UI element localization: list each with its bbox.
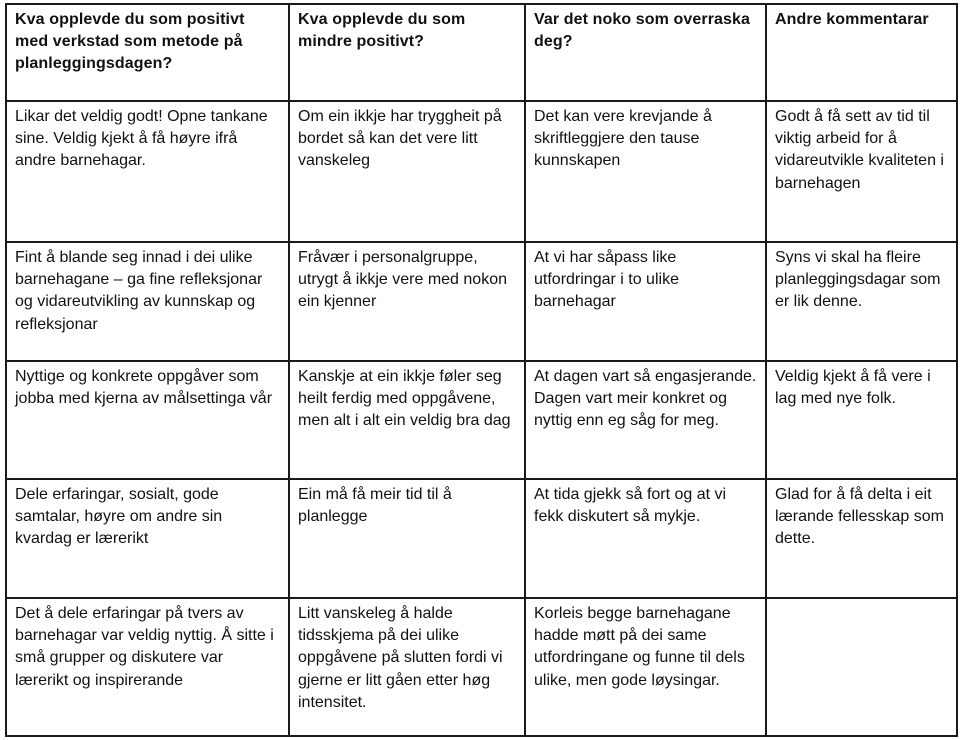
cell-text: Litt vanskeleg å halde tidsskjema på dei ulike oppgåvene på slutten fordi vi gjerne er litt gåen etter høg intensitet. [298, 605, 503, 711]
cell-text: Glad for å få delta i eit lærande fellesskap som dette. [775, 486, 944, 548]
table-cell [766, 361, 957, 479]
table-cell [289, 101, 525, 242]
cell-text: Om ein ikkje har tryggheit på bordet så kan det vere litt vanskeleg [298, 108, 502, 170]
table-cell [766, 101, 957, 242]
cell-text: At vi har såpass like utfordringar i to ulike barnehagar [534, 249, 679, 311]
table-cell [289, 361, 525, 479]
table-cell [289, 242, 525, 361]
table-cell [6, 101, 289, 242]
table-cell [525, 242, 766, 361]
table-cell [6, 242, 289, 361]
table-cell [289, 479, 525, 598]
header-label: Kva opplevde du som mindre positivt? [298, 11, 466, 51]
table-cell [766, 598, 957, 736]
cell-text: Dele erfaringar, sosialt, gode samtalar, høyre om andre sin kvardag er lærerikt [15, 486, 223, 548]
cell-text: At tida gjekk så fort og at vi fekk diskutert så mykje. [534, 486, 727, 526]
table-row [6, 242, 957, 361]
table-cell [766, 242, 957, 361]
cell-text: Godt å få sett av tid til viktig arbeid for å vidareutvikle kvaliteten i barnehagen [775, 108, 944, 192]
cell-text: Fint å blande seg innad i dei ulike barnehagane – ga fine refleksjonar og vidareutvikling av kunnskap og refleksjonar [15, 249, 263, 333]
table-cell [6, 479, 289, 598]
cell-text: Likar det veldig godt! Opne tankane sine. Veldig kjekt å få høyre ifrå andre barnehagar. [15, 108, 268, 170]
table-row [6, 101, 957, 242]
header-cell-surprise [525, 4, 766, 101]
cell-text: Nyttige og konkrete oppgåver som jobba med kjerna av målsettinga vår [15, 368, 273, 408]
table-cell [6, 361, 289, 479]
table-cell [525, 479, 766, 598]
cell-text: Fråvær i personalgruppe, utrygt å ikkje vere med nokon ein kjenner [298, 249, 507, 311]
header-cell-positive [6, 4, 289, 101]
cell-text: Det å dele erfaringar på tvers av barnehagar var veldig nyttig. Å sitte i små grupper og diskutere var lærerikt og inspirerande [15, 605, 274, 689]
cell-text: Det kan vere krevjande å skriftleggjere den tause kunnskapen [534, 108, 712, 170]
cell-text: At dagen vart så engasjerande. Dagen vart meir konkret og nyttig enn eg såg for meg. [534, 368, 757, 430]
header-cell-other-comments [766, 4, 957, 101]
feedback-table [5, 3, 958, 737]
table-cell [6, 598, 289, 736]
cell-text: Kanskje at ein ikkje føler seg heilt ferdig med oppgåvene, men alt i alt ein veldig bra dag [298, 368, 511, 430]
header-label: Var det noko som overraska deg? [534, 11, 751, 51]
header-cell-less-positive [289, 4, 525, 101]
table-cell [766, 479, 957, 598]
table-cell [289, 598, 525, 736]
header-label: Andre kommentarar [775, 11, 929, 28]
table-cell [525, 101, 766, 242]
cell-text: Syns vi skal ha fleire planleggingsdagar som er lik denne. [775, 249, 941, 311]
table-row [6, 598, 957, 736]
cell-text: Korleis begge barnehagane hadde møtt på dei same utfordringane og funne til dels ulike, men gode løysingar. [534, 605, 745, 689]
cell-text: Veldig kjekt å få vere i lag med nye folk. [775, 368, 931, 408]
table-row [6, 361, 957, 479]
header-row [6, 4, 957, 101]
table-cell [525, 361, 766, 479]
cell-text: Ein må få meir tid til å planlegge [298, 486, 452, 526]
table-cell [525, 598, 766, 736]
table-row [6, 479, 957, 598]
header-label: Kva opplevde du som positivt med verkstad som metode på planleggingsdagen? [15, 11, 245, 73]
